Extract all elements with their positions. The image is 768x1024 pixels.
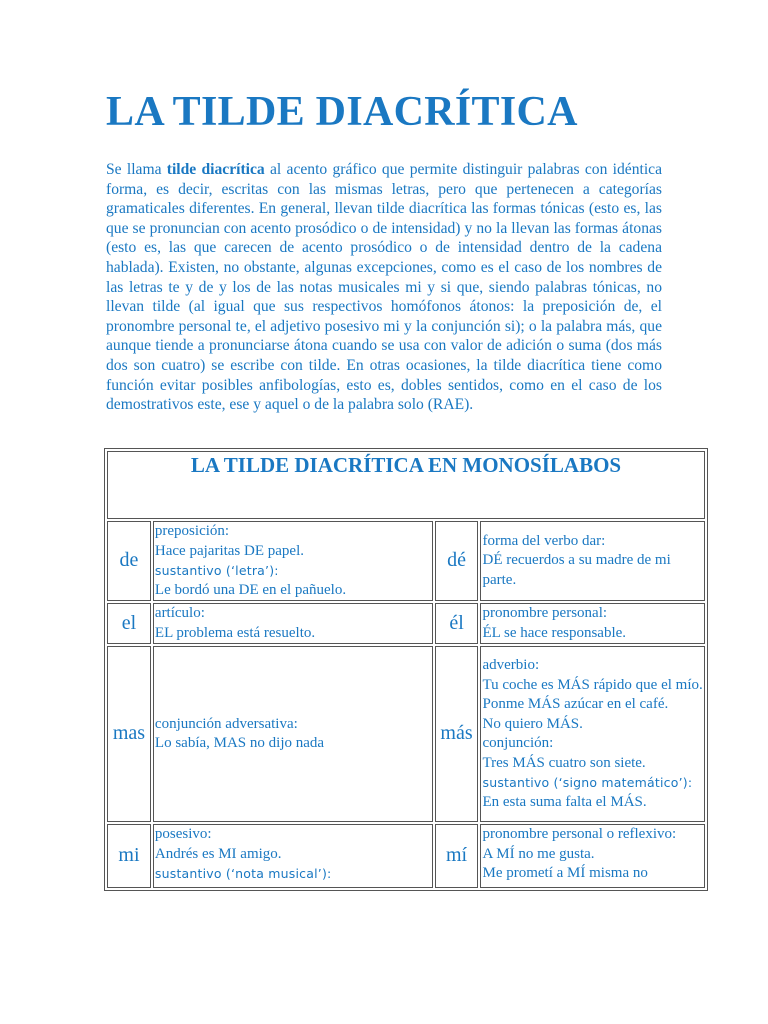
intro-text-rest: al acento gráfico que permite distinguir palabras con idéntica forma, es decir, escritas con las mismas letras, pero que pertenecen a categorías gramaticales diferentes. En general, llevan tilde diacrítica las formas tónicas (esto es, las que se pronuncian con acento prosódico o de intensidad) y no la llevan las formas átonas (esto es, las que carecen de acento prosódico o de intensidad dentro de la cadena hablada). Existen, no obstante, algunas excepciones, como es el caso de los nombres de las letras te y de y los de las notas musicales mi y si que, siendo palabras tónicas, no llevan tilde (al igual que sus respectivos homófonos átonos: la preposición de, el pronombre personal te, el adjetivo posesivo mi y la conjunción si); o la palabra más, que aunque tiende a pronunciarse átona cuando se usa con valor de adición o suma (dos más dos son cuatro) se escribe con tilde. En otras ocasiones, la tilde diacrítica tiene como función evitar posibles anfibologías, esto es, dobles sentidos, como en el caso de los demostrativos este, ese y aquel o de la palabra solo (RAE).	[106, 161, 662, 414]
def-line: Le bordó una DE en el pañuelo.	[154, 581, 347, 598]
definition-unaccented	[153, 521, 433, 601]
word-unaccented: mas	[107, 646, 151, 822]
def-line: pronombre personal o reflexivo:	[482, 826, 677, 842]
def-line: conjunción adversativa:	[154, 715, 298, 732]
word-unaccented: mi	[107, 824, 151, 888]
def-line: artículo:	[154, 605, 205, 621]
def-line: No quiero MÁS.	[482, 715, 583, 732]
intro-bold-term: tilde diacrítica	[166, 161, 265, 178]
def-line: conjunción:	[482, 735, 554, 751]
def-line: sustantivo (‘nota musical’):	[154, 866, 332, 881]
intro-text-start: Se llama	[106, 161, 167, 178]
definition-accented	[480, 646, 705, 822]
def-line: sustantivo (‘letra’):	[154, 563, 279, 578]
word-unaccented: el	[107, 603, 151, 644]
def-line: EL problema está resuelto.	[154, 624, 316, 641]
intro-paragraph	[106, 160, 662, 415]
def-line: Tres MÁS cuatro son siete.	[482, 754, 646, 771]
def-line: forma del verbo dar:	[482, 532, 606, 549]
monosyllables-table	[104, 448, 708, 891]
table-row	[107, 646, 705, 822]
word-accented: mí	[435, 824, 479, 888]
definition-unaccented	[153, 603, 433, 644]
def-line: En esta suma falta el MÁS.	[482, 793, 647, 810]
word-unaccented: de	[107, 521, 151, 601]
table-row	[107, 521, 705, 601]
def-line: Hace pajaritas DE papel.	[154, 542, 304, 559]
def-line: Me prometí a MÍ misma no	[482, 865, 648, 881]
table-row	[107, 824, 705, 888]
table-row	[107, 603, 705, 644]
def-line: posesivo:	[154, 826, 212, 842]
def-line: Andrés es MI amigo.	[154, 845, 282, 862]
definition-accented	[480, 603, 705, 644]
def-line: Tu coche es MÁS rápido que el mío.	[482, 676, 703, 693]
def-line: DÉ recuerdos a su madre de mi parte.	[482, 552, 671, 588]
def-line: preposición:	[154, 523, 230, 539]
def-line: sustantivo (‘signo matemático’):	[482, 775, 693, 790]
def-line: A MÍ no me gusta.	[482, 845, 595, 862]
definition-accented	[480, 824, 705, 888]
definition-accented	[480, 521, 705, 601]
definition-unaccented	[153, 824, 433, 888]
word-accented: dé	[435, 521, 479, 601]
def-line: ÉL se hace responsable.	[482, 624, 627, 641]
def-line: Ponme MÁS azúcar en el café.	[482, 696, 669, 712]
table-heading: LA TILDE DIACRÍTICA EN MONOSÍLABOS	[107, 451, 705, 519]
word-accented: él	[435, 603, 479, 644]
word-accented: más	[435, 646, 479, 822]
table-header-row	[107, 451, 705, 519]
def-line: Lo sabía, MAS no dijo nada	[154, 735, 325, 751]
page-title: LA TILDE DIACRÍTICA	[106, 89, 578, 135]
definition-unaccented	[153, 646, 433, 822]
def-line: pronombre personal:	[482, 605, 608, 621]
def-line: adverbio:	[482, 657, 540, 673]
